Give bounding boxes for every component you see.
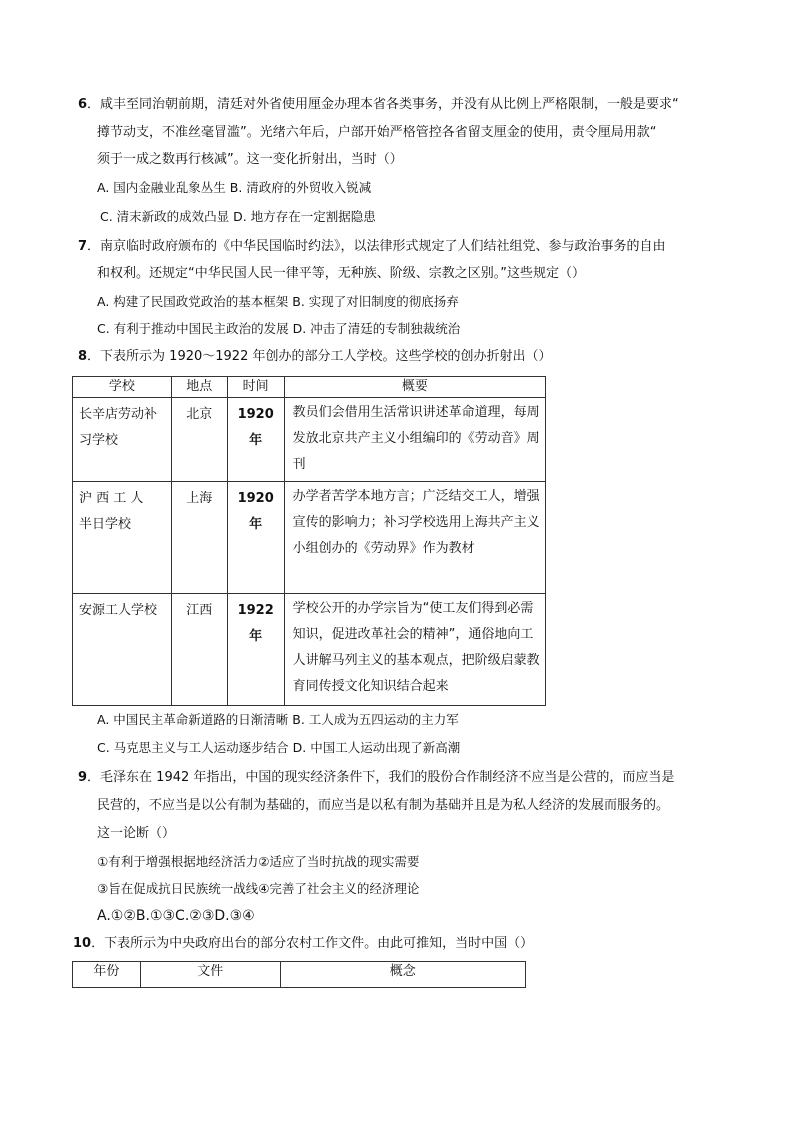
q8-stem bbox=[78, 348, 551, 366]
place-cell bbox=[171, 594, 227, 706]
q8-number: 8 bbox=[78, 349, 88, 364]
table-cell-text: 办学者苦学本地方言；广泛结交工人，增强宣传的影响力；补习学校选用上海共产主义小组创办的《劳动界》作为教材 bbox=[292, 489, 540, 556]
time-cell bbox=[227, 398, 284, 482]
q7-line-1 bbox=[78, 238, 666, 256]
table-row bbox=[73, 482, 546, 594]
summary-cell bbox=[284, 398, 545, 482]
table-cell-text: 教员们会借用生活常识讲述革命道理，每周发放北京共产主义小组编印的《劳动音》周刊 bbox=[292, 405, 540, 472]
q8-stem-text: ．下表所示为 1920～1922 年创办的部分工人学校。这些学校的创办折射出（） bbox=[87, 349, 552, 364]
summary-cell bbox=[284, 594, 545, 706]
school-name-line: 半日学校 bbox=[79, 517, 132, 532]
table-header-row bbox=[73, 377, 546, 398]
time-cell bbox=[227, 482, 284, 594]
header-summary: 概要 bbox=[284, 377, 545, 398]
q10-stem-text: ．下表所示为中央政府出台的部分农村工作文件。由此可推知，当时中国（） bbox=[91, 936, 534, 951]
q6-line-1 bbox=[78, 96, 679, 114]
q8-options-cd: C. 马克思主义与工人运动逐步结合 D. 中国工人运动出现了新高潮 bbox=[97, 740, 461, 755]
school-name-line: 沪 西 工 人 bbox=[79, 491, 144, 506]
place-cell bbox=[171, 398, 227, 482]
q6-options-ab: A. 国内金融业乱象丛生 B. 清政府的外贸收入锐减 bbox=[97, 180, 372, 195]
header-concept: 概念 bbox=[280, 962, 525, 988]
school-table bbox=[72, 376, 546, 706]
header-document: 文件 bbox=[140, 962, 280, 988]
time-cell bbox=[227, 594, 284, 706]
q9-answer-options: A.①②B.①③C.②③D.③④ bbox=[97, 908, 255, 924]
q10-number: 10 bbox=[73, 936, 92, 951]
table-cell-text: 上海 bbox=[186, 491, 213, 506]
q7-options-ab: A. 构建了民国政党政治的基本框架 B. 实现了对旧制度的彻底扬弃 bbox=[97, 294, 459, 309]
q9-statements-12: ①有利于增强根据地经济活力②适应了当时抗战的现实需要 bbox=[97, 854, 420, 869]
table-cell-text: 1922年 bbox=[237, 603, 274, 644]
school-cell bbox=[73, 482, 172, 594]
table-header-row bbox=[73, 962, 526, 988]
q6-line-2: 撙节动支，不准丝毫冒滥”。光绪六年后，户部开始严格管控各省留支厘金的使用，责令厘局用款“ bbox=[97, 125, 657, 140]
header-time: 时间 bbox=[227, 377, 284, 398]
q8-options-ab: A. 中国民主革命新道路的日渐清晰 B. 工人成为五四运动的主力军 bbox=[97, 712, 459, 727]
q7-options-cd: C. 有利于推动中国民主政治的发展 D. 冲击了清廷的专制独裁统治 bbox=[97, 321, 461, 336]
q9-statements-34: ③旨在促成抗日民族统一战线④完善了社会主义的经济理论 bbox=[97, 881, 420, 896]
school-name-line: 安源工人学校 bbox=[79, 603, 158, 618]
school-cell bbox=[73, 594, 172, 706]
table-row bbox=[73, 398, 546, 482]
table-cell-text: 1920年 bbox=[237, 407, 274, 448]
q10-stem bbox=[73, 935, 533, 953]
school-name-line: 长辛店劳动补 bbox=[79, 407, 158, 422]
table-cell-text: 北京 bbox=[186, 407, 213, 422]
table-cell-text: 江西 bbox=[186, 603, 213, 618]
q9-number: 9 bbox=[78, 770, 88, 785]
q9-line-1 bbox=[78, 769, 674, 787]
header-year: 年份 bbox=[73, 962, 141, 988]
q6-options-cd: C. 清末新政的成效凸显 D. 地方存在一定割据隐患 bbox=[100, 209, 376, 224]
q7-text-1: ．南京临时政府颁布的《中华民国临时约法》，以法律形式规定了人们结社组党、参与政治事务的自由 bbox=[87, 239, 666, 254]
header-place: 地点 bbox=[171, 377, 227, 398]
q6-number: 6 bbox=[78, 97, 88, 112]
rural-policy-table bbox=[72, 961, 526, 988]
table-cell-text: 学校公开的办学宗旨为“使工友们得到必需知识，促进改革社会的精神”，通俗地向工人讲解马列主义的基本观点，把阶级启蒙教育同传授文化知识结合起来 bbox=[292, 601, 540, 694]
header-school: 学校 bbox=[73, 377, 172, 398]
q7-line-2: 和权利。还规定“中华民国人民一律平等，无种族、阶级、宗教之区别。”这些规定（） bbox=[97, 266, 585, 281]
place-cell bbox=[171, 482, 227, 594]
school-name-line: 习学校 bbox=[79, 433, 119, 448]
q9-line-2: 民营的，不应当是以公有制为基础的，而应当是以私有制为基础并且是为私人经济的发展而服务的。 bbox=[97, 798, 670, 813]
q7-number: 7 bbox=[78, 239, 88, 254]
summary-cell bbox=[284, 482, 545, 594]
school-cell bbox=[73, 398, 172, 482]
table-row bbox=[73, 594, 546, 706]
q6-line-3: 须于一成之数再行核减”。这一变化折射出，当时（） bbox=[97, 152, 403, 167]
table-cell-text: 1920年 bbox=[237, 491, 274, 532]
q6-text-1: ．咸丰至同治朝前期，清廷对外省使用厘金办理本省各类事务，并没有从比例上严格限制，一般是要求“ bbox=[87, 97, 679, 112]
q9-line-3: 这一论断（） bbox=[97, 826, 176, 841]
q9-text-1: ．毛泽东在 1942 年指出，中国的现实经济条件下，我们的股份合作制经济不应当是公营的，而应当是 bbox=[87, 770, 675, 785]
